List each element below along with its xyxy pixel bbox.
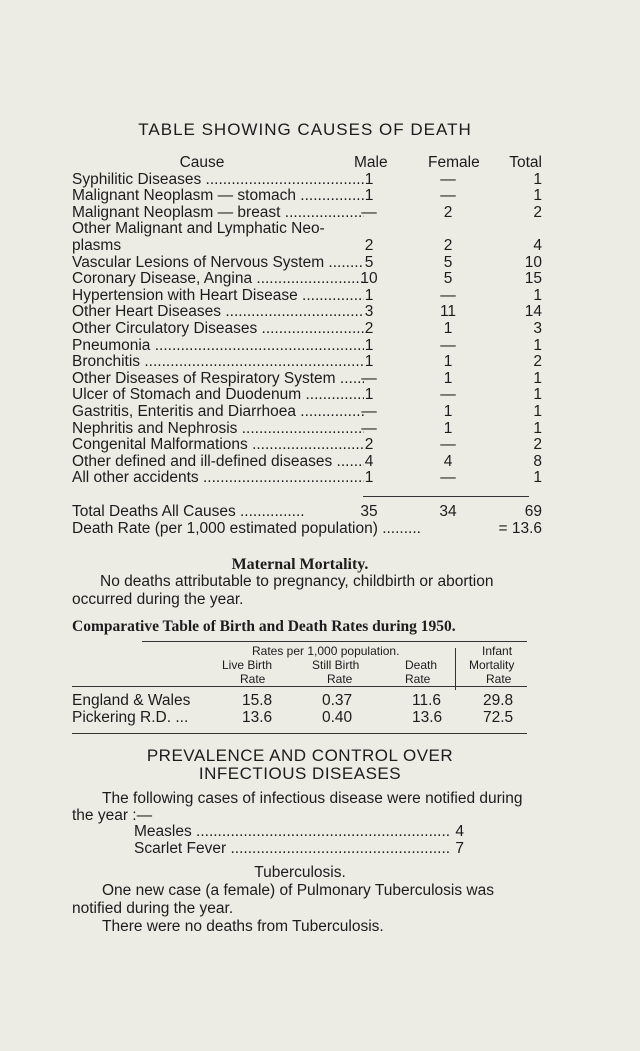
cause-total: 8 xyxy=(533,452,542,470)
cause-label: Ulcer of Stomach and Duodenum ..... xyxy=(72,387,364,404)
comparative-table-heading: Comparative Table of Birth and Death Rates during 1950. xyxy=(72,618,456,635)
cause-female: 2 xyxy=(443,203,453,221)
cause-total: 2 xyxy=(533,353,542,371)
cause-total: 1 xyxy=(533,469,542,487)
cause-total: 1 xyxy=(533,286,542,304)
tuberculosis-text: One new case (a female) of Pulmonary Tuberculosis was notified during the year. xyxy=(72,882,494,917)
cause-female: 1 xyxy=(443,402,453,420)
cause-female: 2 xyxy=(443,236,453,254)
header-female: Female xyxy=(428,154,480,171)
tuberculosis-heading: Tuberculosis. xyxy=(254,864,346,881)
table-row xyxy=(72,437,542,454)
cause-female: 1 xyxy=(443,353,453,371)
col-death-2: Rate xyxy=(405,672,431,686)
cause-male: — xyxy=(361,402,377,420)
table-row xyxy=(72,255,542,272)
col-still-birth-1: Still Birth xyxy=(312,658,360,672)
cause-male: 1 xyxy=(364,336,374,354)
cause-label: Other defined and ill-defined diseases ..... xyxy=(72,454,364,471)
total-male: 35 xyxy=(360,503,378,520)
cause-total: 1 xyxy=(533,386,542,404)
death-rate: 11.6 xyxy=(412,692,442,709)
cause-female: — xyxy=(440,336,456,354)
cause-female: 5 xyxy=(443,270,453,288)
cause-female: — xyxy=(440,187,456,205)
cause-female: — xyxy=(440,436,456,454)
cause-male: 1 xyxy=(364,286,374,304)
header-total: Total xyxy=(509,154,542,171)
cause-male: — xyxy=(361,203,377,221)
prevalence-heading xyxy=(0,747,600,783)
cause-female: 1 xyxy=(443,319,453,337)
cause-total: 1 xyxy=(533,369,542,387)
table-row xyxy=(72,288,542,305)
cause-male: 10 xyxy=(360,270,378,288)
cause-label: Gastritis, Enteritis and Diarrhoea ..... xyxy=(72,404,364,421)
still-birth-rate: 0.40 xyxy=(322,709,353,726)
cause-female: — xyxy=(440,386,456,404)
cause-female: — xyxy=(440,170,456,188)
table-row xyxy=(72,354,542,371)
cause-male: 2 xyxy=(364,236,374,254)
cause-female: — xyxy=(440,286,456,304)
cause-total: 1 xyxy=(533,336,542,354)
table-row xyxy=(72,470,542,487)
disease-count: 7 xyxy=(449,840,464,857)
table-row xyxy=(72,404,542,421)
infant-mortality-rate: 29.8 xyxy=(483,692,514,709)
header-male: Male xyxy=(354,154,388,171)
cause-label: Syphilitic Diseases ..... xyxy=(72,172,364,189)
cause-label: Malignant Neoplasm — stomach ..... xyxy=(72,188,364,205)
cause-female: 11 xyxy=(439,303,457,321)
cause-male: 4 xyxy=(364,452,374,470)
cause-female: 1 xyxy=(443,369,453,387)
cause-total: 15 xyxy=(524,270,542,288)
cause-total: 2 xyxy=(533,203,542,221)
disease-label: Measles xyxy=(134,823,192,840)
table-row xyxy=(72,221,542,254)
col-infant-1: Infant xyxy=(482,644,513,658)
total-female: 34 xyxy=(439,503,457,520)
list-item xyxy=(134,823,464,840)
table-row xyxy=(72,338,542,355)
death-rate-value: = 13.6 xyxy=(498,520,542,537)
cause-total: 10 xyxy=(524,253,542,271)
table-row xyxy=(72,421,542,438)
table-row xyxy=(72,321,542,338)
comparative-rows xyxy=(72,692,532,726)
col-death-1: Death xyxy=(405,658,438,672)
infant-mortality-rate: 72.5 xyxy=(483,709,514,726)
area-name: England & Wales xyxy=(72,692,191,709)
comparative-rule-bottom xyxy=(72,733,527,734)
cause-total: 3 xyxy=(533,319,542,337)
cause-label: All other accidents ..... xyxy=(72,470,364,487)
list-item xyxy=(134,840,464,857)
comparative-rule-mid xyxy=(72,686,527,687)
col-live-birth-1: Live Birth xyxy=(222,658,273,672)
prevalence-heading-line2: INFECTIOUS DISEASES xyxy=(198,764,402,783)
comparative-separator xyxy=(455,648,456,690)
cause-total: 1 xyxy=(533,419,542,437)
table-row xyxy=(72,188,542,205)
total-deaths-label: Total Deaths All Causes ............... xyxy=(72,503,305,520)
cause-female: 5 xyxy=(443,253,453,271)
cause-label: Nephritis and Nephrosis ..... xyxy=(72,421,364,438)
cause-total: 4 xyxy=(533,236,542,254)
cause-female: 1 xyxy=(443,419,453,437)
prevalence-heading-line1: PREVALENCE AND CONTROL OVER xyxy=(146,746,454,765)
totals-block xyxy=(72,503,542,537)
disease-count: 4 xyxy=(449,823,464,840)
cause-total: 14 xyxy=(524,303,542,321)
causes-header-row xyxy=(72,155,542,172)
notified-diseases-list xyxy=(134,823,464,857)
cause-label: Coronary Disease, Angina ..... xyxy=(72,271,364,288)
cause-male: 5 xyxy=(364,253,374,271)
disease-label: Scarlet Fever xyxy=(134,840,227,857)
cause-male: 2 xyxy=(364,436,374,454)
cause-female: 4 xyxy=(443,452,453,470)
totals-rule xyxy=(363,496,529,497)
col-still-birth-2: Rate xyxy=(327,672,353,686)
cause-label: Malignant Neoplasm — breast ..... xyxy=(72,205,364,222)
notification-intro: The following cases of infectious disease were notified during the year :— xyxy=(72,790,523,824)
cause-male: 1 xyxy=(364,353,374,371)
cause-label: Congenital Malformations ..... xyxy=(72,437,364,454)
cause-total: 1 xyxy=(533,402,542,420)
cause-label: Other Malignant and Lymphatic Neo-plasms xyxy=(72,221,325,254)
death-rate-label: Death Rate (per 1,000 estimated population) ......... xyxy=(72,520,421,537)
cause-male: 1 xyxy=(364,187,374,205)
table-row xyxy=(72,387,542,404)
cause-total: 1 xyxy=(533,170,542,188)
rates-group-header: Rates per 1,000 population. xyxy=(252,644,400,658)
table-row xyxy=(72,454,542,471)
page-title: TABLE SHOWING CAUSES OF DEATH xyxy=(138,120,472,139)
cause-label: Other Circulatory Diseases ..... xyxy=(72,321,364,338)
live-birth-rate: 13.6 xyxy=(242,709,273,726)
death-rate: 13.6 xyxy=(412,709,443,726)
table-row xyxy=(72,205,542,222)
cause-male: — xyxy=(361,419,377,437)
table-row xyxy=(72,709,532,726)
causes-table xyxy=(72,155,542,487)
table-row xyxy=(72,172,542,189)
cause-female: — xyxy=(440,469,456,487)
tuberculosis-deaths-text: There were no deaths from Tuberculosis. xyxy=(102,918,384,935)
table-row xyxy=(72,692,532,709)
cause-label: Bronchitis ..... xyxy=(72,354,364,371)
col-infant-2: Mortality xyxy=(469,658,515,672)
maternal-mortality-text: No deaths attributable to pregnancy, childbirth or abortion occurred during the year. xyxy=(72,573,494,608)
cause-label: Pneumonia ..... xyxy=(72,338,364,355)
live-birth-rate: 15.8 xyxy=(242,692,273,709)
cause-label: Hypertension with Heart Disease ..... xyxy=(72,288,364,305)
still-birth-rate: 0.37 xyxy=(322,692,353,709)
cause-total: 1 xyxy=(533,187,542,205)
cause-label: Other Diseases of Respiratory System ..... xyxy=(72,371,364,388)
cause-male: 1 xyxy=(364,469,374,487)
col-infant-3: Rate xyxy=(486,672,512,686)
col-live-birth-2: Rate xyxy=(240,672,266,686)
cause-male: — xyxy=(361,369,377,387)
cause-label: Vascular Lesions of Nervous System ..... xyxy=(72,255,364,272)
cause-total: 2 xyxy=(533,436,542,454)
table-row xyxy=(72,371,542,388)
cause-male: 1 xyxy=(364,386,374,404)
table-row xyxy=(72,271,542,288)
maternal-mortality-heading: Maternal Mortality. xyxy=(231,556,369,573)
table-row xyxy=(72,304,542,321)
cause-male: 1 xyxy=(364,170,374,188)
cause-male: 3 xyxy=(364,303,374,321)
cause-male: 2 xyxy=(364,319,374,337)
total-total: 69 xyxy=(524,503,542,520)
header-cause: Cause xyxy=(179,155,225,171)
comparative-rule-top xyxy=(142,641,527,642)
area-name: Pickering R.D. ... xyxy=(72,709,189,726)
cause-label: Other Heart Diseases ..... xyxy=(72,304,364,321)
